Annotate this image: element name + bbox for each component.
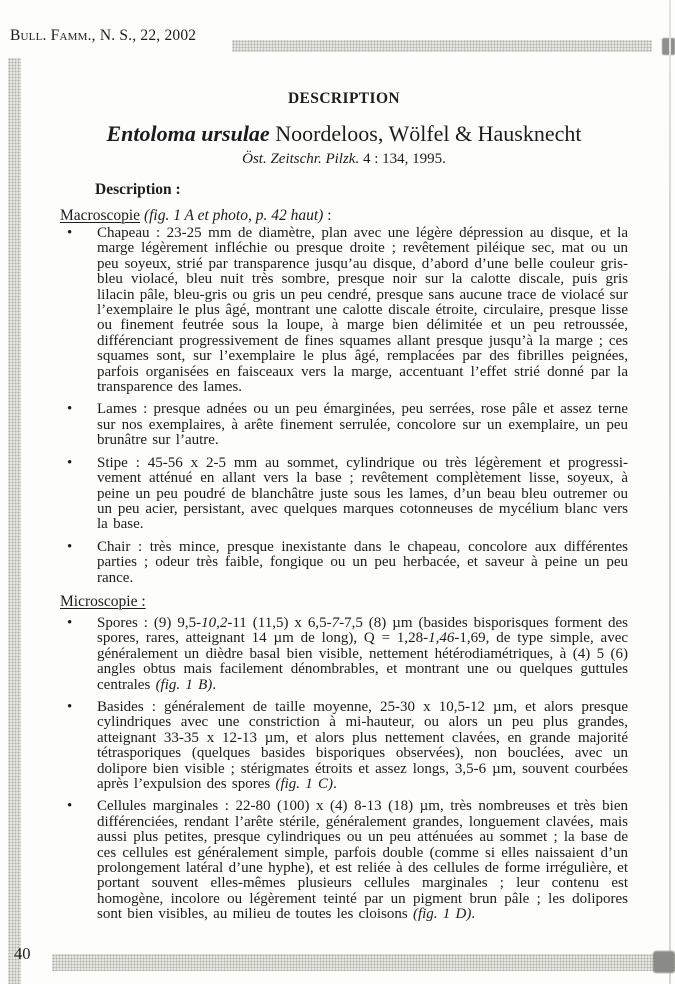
bullet-marker: • — [67, 225, 73, 241]
journal-header: Bull. Famm., N. S., 22, 2002 — [10, 27, 197, 44]
reference-detail: 4 : 134, 1995. — [359, 151, 446, 167]
macroscopie-list — [60, 226, 628, 586]
microscopie-heading — [60, 593, 628, 611]
list-item-text: Chapeau : 23-25 mm de diamètre, plan avec une légère dépression au disque, et la marge légèrement infléchie ou presque droite ; revêtement piléique sec, mat ou un peu soyeux, strié par transparence jusqu’au disque, d’abord d’une belle couleur gris-bleu violacé, bleu nuit très sombre, presque noir sur la calotte discale, puis gris lilacin pâle, bleu-gris ou gris un peu cendré, presque sans aucune trace de violacé sur l’exemplaire le plus âgé, montrant une calotte discale étroite, circulaire, presque lisse ou finement feutrée sous la loupe, à marge bien délimitée et un peu retroussée, différenciant progressivement de fines squames allant presque jusqu’à la marge ; ces squames sont, sur l’exemplaire le plus âgé, remplacées par des fibrilles peignées, parfois organisées en faisceaux vers la marge, accentuant l’effet strié donné par la transparence des lames. — [97, 225, 628, 396]
macroscopie-heading-colon: : — [323, 207, 332, 224]
macroscopie-heading-label: Macroscopie — [60, 207, 141, 224]
list-item-stipe — [60, 456, 628, 533]
list-item-text: Stipe : 45-56 x 2-5 mm au sommet, cylindrique ou très légèrement et progressivement atténué en allant vers la base ; revêtement complètement lisse, soyeux, à peine un peu poudré de blanchâtre juste sous les lames, d’un beau bleu outremer ou un peu acier, persistant, avec quelques marques cotonneuses de mycélium blanc vers la base. — [97, 454, 628, 533]
article-body — [60, 90, 628, 930]
microscopie-heading-label: Microscopie : — [60, 592, 146, 610]
list-item-basides — [60, 700, 628, 792]
page-edge-right — [669, 0, 671, 984]
list-item-lames — [60, 402, 628, 448]
reference-line — [60, 150, 628, 168]
bullet-marker: • — [67, 698, 73, 715]
list-item-text: Spores : (9) 9,5-10,2-11 (11,5) x 6,5-7-7,5 (8) µm (basides bisporisques forment des spores, rares, atteignant 14 µm de long), Q = 1,28-1,46-1,69, de type simple, avec généralement un dièdre basal bien visible, nettement hétérodiamétriques, à (4) 5 (6) angles obtus mais facilement dénombrables, et montrant une ou quelques guttules centrales (fig. 1 B). — [97, 614, 629, 693]
scan-artifact-top-bar — [232, 40, 652, 52]
scan-artifact-bottom-blob — [653, 951, 675, 973]
list-item-chair — [60, 540, 628, 586]
list-item-chapeau — [60, 226, 628, 395]
list-item-text: Cellules marginales : 22-80 (100) x (4) 8-13 (18) µm, très nombreuses et très bien différenciées, rendant l’arête stérile, généralement grandes, longuement clavées, mais aussi plus petites, presque cylindriques ou un peu atténuées au sommet ; la base de ces cellules est généralement simple, parfois double (comme si elles naissaient d’un prolongement latéral d’une hyphe), et est reliée à des cellules de forme irrégulière, et portant souvent elles-mêmes plusieurs cellules marginales ; leur contenu est homogène, incolore ou légèrement teinté par un pigment brun pâle ; les dolipores sont bien visibles, au milieu de toutes les cloisons (fig. 1 D). — [97, 798, 628, 923]
bullet-marker: • — [67, 538, 73, 555]
list-item-text: Chair : très mince, presque inexistante dans le chapeau, concolore aux différentes parties ; odeur très faible, fongique ou un peu herbacée, et saveur à peine un peu rance. — [97, 538, 628, 586]
bullet-marker: • — [67, 454, 73, 471]
microscopie-list — [60, 616, 628, 923]
list-item-cellules-marginales — [60, 799, 628, 922]
section-title: DESCRIPTION — [287, 90, 401, 107]
scan-artifact-bottom-bar — [52, 954, 675, 971]
species-authors: Noordeloos, Wölfel & Hausknecht — [269, 121, 582, 146]
species-name: Entoloma ursulae — [106, 121, 270, 146]
bullet-marker: • — [67, 798, 73, 815]
page-number: 40 — [14, 944, 31, 963]
list-item-text: Basides : généralement de taille moyenne, 25-30 x 10,5-12 µm, et alors presque cylindriques avec une constriction à mi-hauteur, ou alors un peu plus grandes, atteignant 33-35 x 12-13 µm, et alors plus nettement clavées, en grande majorité tétrasporiques (quelques basides bisporiques observées), non bouclées, avec un dolipore bien visible ; stérigmates étroits et assez longs, 3,5-6 µm, souvent courbées après l’expulsion des spores (fig. 1 C). — [97, 698, 628, 792]
species-title — [60, 121, 628, 146]
bullet-marker: • — [67, 401, 73, 418]
list-item-spores — [60, 616, 628, 693]
list-item-text: Lames : presque adnées ou un peu émarginées, peu serrées, rose pâle et assez terne sur nos exemplaires, à arête finement serrulée, concolore sur un exemplaire, un peu brunâtre sur l’autre. — [97, 401, 628, 449]
reference-source: Öst. Zeitschr. Pilzk. — [242, 151, 360, 167]
macroscopie-heading-note: (fig. 1 A et photo, p. 42 haut) — [140, 207, 324, 224]
bullet-marker: • — [67, 614, 73, 631]
scan-artifact-left-strip — [8, 58, 21, 984]
description-label: Description : — [95, 181, 181, 198]
macroscopie-heading — [60, 207, 628, 225]
